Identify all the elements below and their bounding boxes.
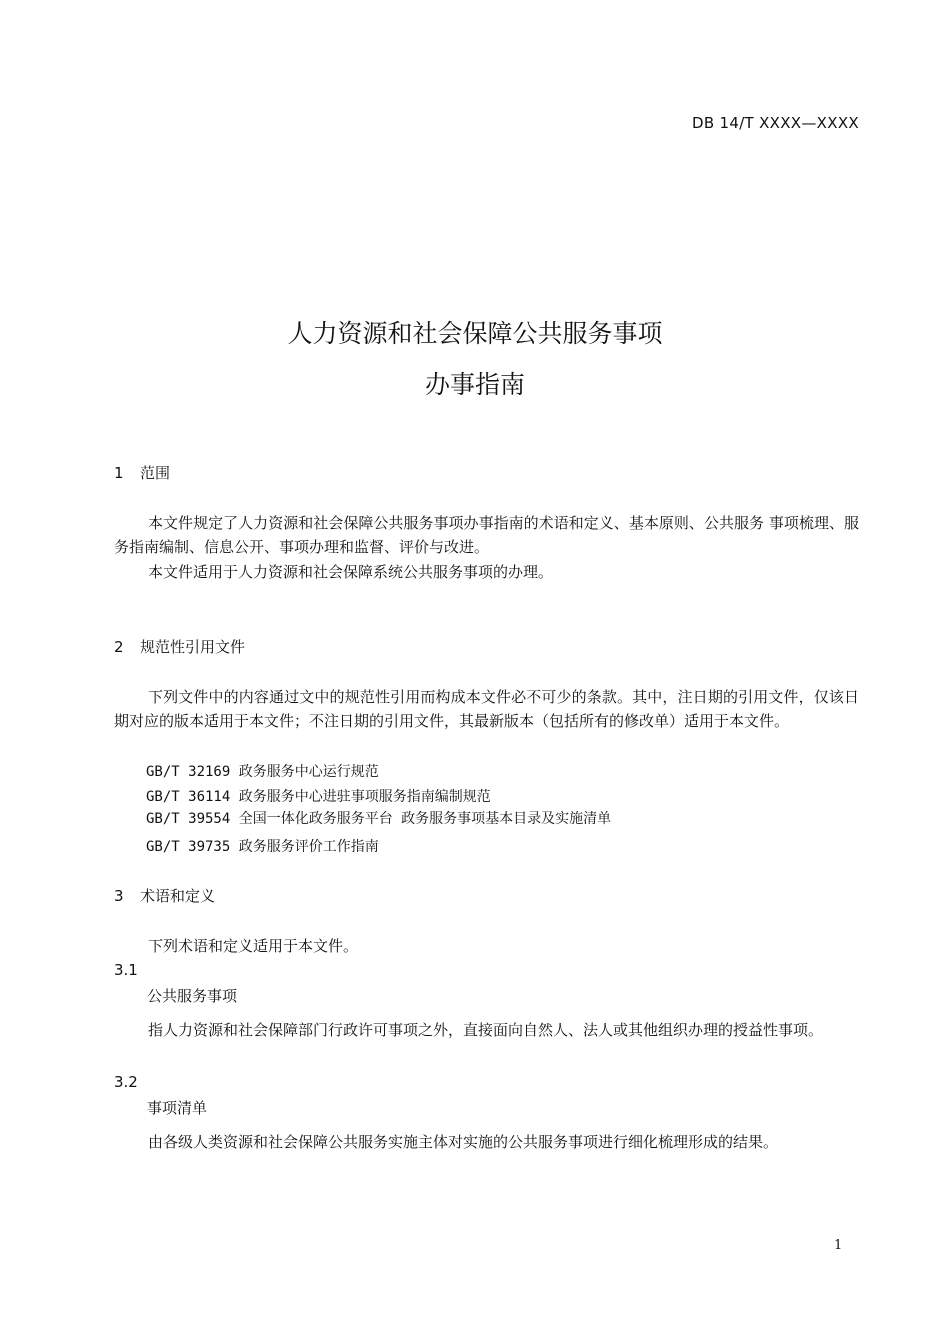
term-name: 公共服务事项 (147, 987, 238, 1005)
section-1-paragraph-2: 本文件适用于人力资源和社会保障系统公共服务事项的办理。 (148, 563, 554, 581)
section-title: 规范性引用文件 (140, 638, 246, 656)
normative-reference: GB/T 39735 政务服务评价工作指南 (146, 839, 379, 855)
normative-reference: GB/T 36114 政务服务中心进驻事项服务指南编制规范 (146, 789, 491, 805)
normative-reference: GB/T 32169 政务服务中心运行规范 (146, 764, 379, 780)
document-title-line-1: 人力资源和社会保障公共服务事项 (287, 319, 663, 348)
term-name: 事项清单 (147, 1099, 208, 1117)
section-number: 1 (114, 464, 124, 482)
section-number: 2 (114, 638, 124, 656)
page-number: 1 (834, 1238, 843, 1253)
section-3-heading (114, 885, 215, 906)
document-title-line-2: 办事指南 (424, 370, 525, 399)
document-code: DB 14/T XXXX—XXXX (692, 114, 859, 132)
section-title: 范围 (140, 464, 171, 482)
term-definition: 指人力资源和社会保障部门行政许可事项之外，直接面向自然人、法人或其他组织办理的授益性事项。 (148, 1021, 824, 1039)
section-2-paragraph-1: 下列文件中的内容通过文中的规范性引用而构成本文件必不可少的条款。其中，注日期的引用文件，仅该日期对应的版本适用于本文件；不注日期的引用文件，其最新版本（包括所有的修改单）适用于本文件。 (114, 688, 859, 730)
section-1-paragraph-1: 本文件规定了人力资源和社会保障公共服务事项办事指南的术语和定义、基本原则、公共服务 事项梳理、服务指南编制、信息公开、事项办理和监督、评价与改进。 (114, 514, 859, 556)
section-title: 术语和定义 (140, 887, 216, 905)
section-1-heading (114, 462, 170, 483)
section-2-heading (114, 636, 245, 657)
section-number: 3 (114, 887, 124, 905)
term-number: 3.2 (114, 1073, 138, 1091)
section-3-paragraph-1: 下列术语和定义适用于本文件。 (148, 937, 359, 955)
normative-reference: GB/T 39554 全国一体化政务服务平台 政务服务事项基本目录及实施清单 (146, 811, 612, 827)
term-number: 3.1 (114, 961, 138, 979)
term-definition: 由各级人类资源和社会保障公共服务实施主体对实施的公共服务事项进行细化梳理形成的结果。 (148, 1133, 779, 1151)
